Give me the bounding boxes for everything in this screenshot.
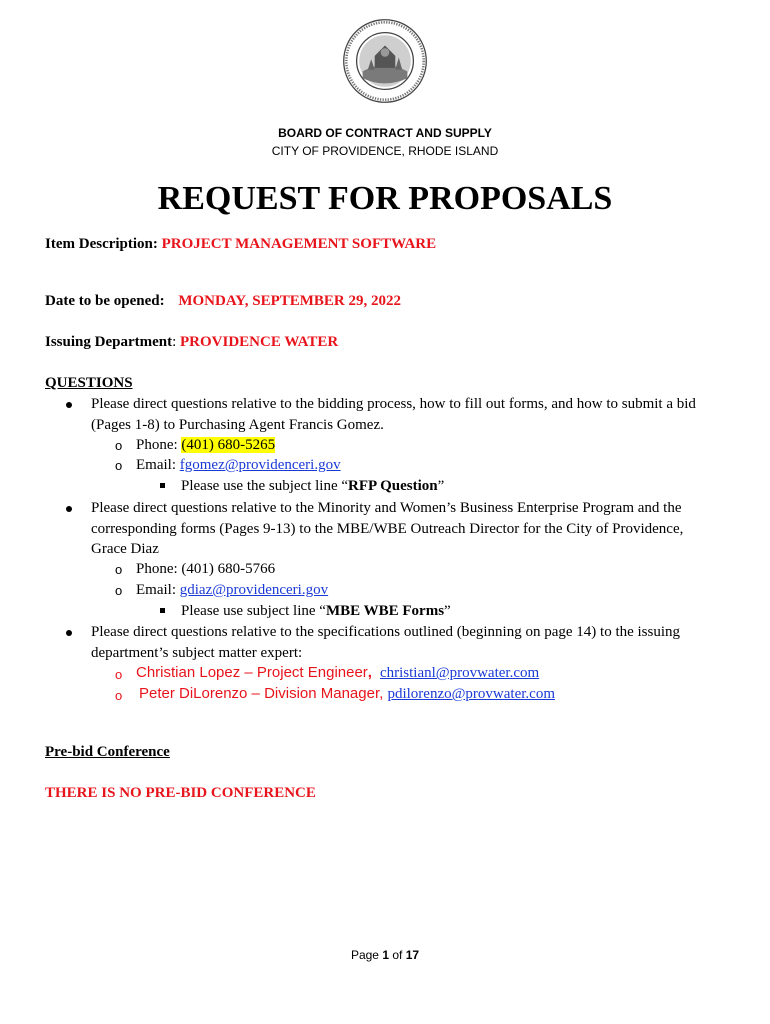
bullet-icon <box>66 630 72 636</box>
b2-email-label: Email: <box>136 582 180 598</box>
contact2-email-link[interactable]: pdilorenzo@provwater.com <box>387 686 555 702</box>
contact2-row <box>136 685 555 703</box>
contact2-name: Peter DiLorenzo – Division Manager <box>139 685 380 702</box>
square-bullet-icon <box>160 608 165 613</box>
square-bullet-icon <box>160 483 165 488</box>
contact1-sep: , <box>367 664 372 681</box>
contact1-name: Christian Lopez – Project Engineer <box>136 664 368 681</box>
b1-phone-row <box>136 437 275 454</box>
b3-line2: department’s subject matter expert: <box>91 645 303 661</box>
page-current: 1 <box>382 948 389 962</box>
prebid-note: THERE IS NO PRE-BID CONFERENCE <box>45 785 316 801</box>
item-value: PROJECT MANAGEMENT SOFTWARE <box>161 236 437 252</box>
bullet-icon <box>66 506 72 512</box>
sub-bullet-icon: o <box>115 562 123 577</box>
b1-phone-label: Phone: <box>136 437 182 453</box>
b1-line1: Please direct questions relative to the bidding process, how to fill out forms, and how to submit a bid <box>91 396 696 412</box>
dept-label: Issuing Department <box>45 334 173 350</box>
item-label: Item Description: <box>45 236 158 252</box>
of-word: of <box>389 948 406 962</box>
b2-phone: Phone: (401) 680-5766 <box>136 561 276 577</box>
sub-bullet-icon: o <box>115 438 123 453</box>
date-row <box>45 293 401 310</box>
b1-line2: (Pages 1-8) to Purchasing Agent Francis Gomez. <box>91 417 384 433</box>
b1-phone-value: (401) 680-5265 <box>181 437 276 453</box>
b3-line1: Please direct questions relative to the specifications outlined (beginning on page 14) to the issuing <box>91 624 681 640</box>
b2-subject-post: ” <box>444 603 451 619</box>
bullet-icon <box>66 402 72 408</box>
dept-value: PROVIDENCE WATER <box>180 334 339 350</box>
page-word: Page <box>350 948 383 962</box>
b2-email-link[interactable]: gdiaz@providenceri.gov <box>179 582 329 598</box>
b2-email-row <box>136 582 328 599</box>
questions-heading: QUESTIONS <box>45 375 133 391</box>
b1-subject-pre: Please use the subject line “ <box>181 478 349 494</box>
date-value: MONDAY, SEPTEMBER 29, 2022 <box>178 293 401 309</box>
sub-bullet-icon: o <box>115 667 123 682</box>
sub-bullet-icon: o <box>115 688 123 703</box>
b1-email-row <box>136 457 341 474</box>
sub-bullet-icon: o <box>115 458 123 473</box>
contact1-email-link[interactable]: christianl@provwater.com <box>379 665 540 681</box>
item-description-row <box>45 236 436 253</box>
board-name: BOARD OF CONTRACT AND SUPPLY <box>278 126 492 140</box>
dept-colon: : <box>172 334 177 350</box>
sub-bullet-icon: o <box>115 583 123 598</box>
page-total: 17 <box>405 948 420 962</box>
contact2-sep: , <box>379 685 388 702</box>
issuing-department-row <box>45 334 338 351</box>
b1-email-label: Email: <box>136 457 180 473</box>
b2-line1: Please direct questions relative to the Minority and Women’s Business Enterprise Program and the <box>91 500 682 516</box>
page-title: REQUEST FOR PROPOSALS <box>157 180 613 217</box>
contact1-row <box>136 664 539 682</box>
b2-line3: Grace Diaz <box>91 541 159 557</box>
b1-email-link[interactable]: fgomez@providenceri.gov <box>179 457 341 473</box>
b1-subject-row <box>181 478 444 495</box>
prebid-heading: Pre-bid Conference <box>45 744 170 760</box>
b1-subject-bold: RFP Question <box>348 478 438 494</box>
city-name: CITY OF PROVIDENCE, RHODE ISLAND <box>271 144 499 158</box>
b2-subject-pre: Please use subject line “ <box>181 603 326 619</box>
b1-subject-post: ” <box>437 478 445 494</box>
b2-subject-row <box>181 603 451 620</box>
b2-line2: corresponding forms (Pages 9-13) to the MBE/WBE Outreach Director for the City of Providence, <box>91 521 684 537</box>
city-seal-icon <box>342 18 428 104</box>
date-label: Date to be opened: <box>45 293 165 309</box>
b2-subject-bold: MBE WBE Forms <box>325 603 445 619</box>
page-number <box>0 948 770 962</box>
